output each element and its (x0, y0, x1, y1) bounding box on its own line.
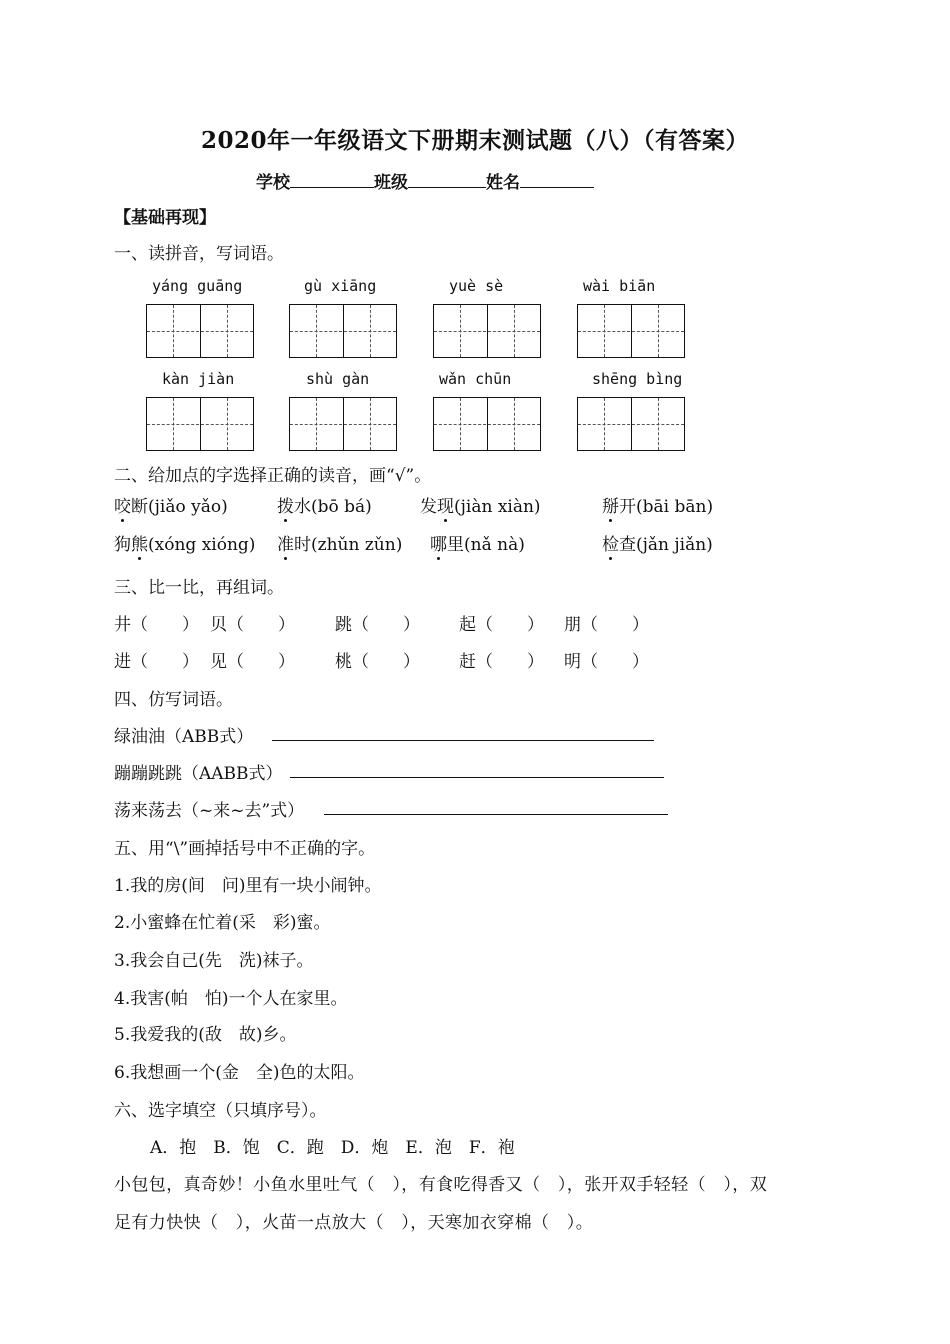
reading-choice[interactable]: 拨水(bō bá) (277, 492, 372, 517)
pinyin: shù gàn (306, 370, 370, 388)
writing-grid[interactable] (289, 304, 397, 358)
dotted-char: 准 (277, 530, 294, 555)
q4-heading: 四、仿写词语。 (114, 690, 233, 710)
sentence-item[interactable]: 4.我害(帕 怕)一个人在家里。 (114, 989, 348, 1009)
fill-text[interactable]: 足有力快快（ ），火苗一点放大（ ），天寒加衣穿棉（ ）。 (114, 1213, 594, 1233)
answer-line[interactable] (272, 740, 654, 741)
page-title: 2020年一年级语文下册期末测试题（八）（有答案） (200, 127, 749, 154)
dotted-char: 熊 (131, 530, 148, 555)
pinyin: yuè sè (449, 277, 504, 295)
dotted-char: 哪 (430, 530, 447, 555)
reading-choice[interactable]: 发现(jiàn xiàn) (420, 492, 541, 517)
answer-line[interactable] (290, 777, 664, 778)
dotted-char: 拨 (277, 492, 294, 517)
name-label: 姓名 (486, 173, 520, 193)
pinyin: shēng bìng (592, 370, 683, 388)
writing-grid[interactable] (146, 397, 254, 451)
reading-choice[interactable]: 准时(zhǔn zǔn) (277, 530, 402, 555)
student-info (256, 168, 594, 193)
compare-item[interactable]: 朋（ ） (564, 615, 649, 635)
reading-choice[interactable]: 检查(jǎn jiǎn) (602, 530, 713, 555)
school-field[interactable] (290, 171, 374, 188)
compare-item[interactable]: 井（ ） (114, 615, 199, 635)
options-list: A．抱 B．饱 C．跑 D．炮 E．泡 F．袍 (150, 1138, 515, 1158)
school-label: 学校 (256, 173, 290, 193)
writing-grid[interactable] (433, 397, 541, 451)
q1-heading: 一、读拼音，写词语。 (114, 244, 284, 264)
writing-grid[interactable] (146, 304, 254, 358)
writing-grid[interactable] (289, 397, 397, 451)
sentence-item[interactable]: 6.我想画一个(金 全)色的太阳。 (114, 1063, 365, 1083)
pinyin: wài biān (583, 277, 656, 295)
q5-heading: 五、用“\”画掉括号中不正确的字。 (114, 839, 376, 859)
class-field[interactable] (408, 171, 486, 188)
name-field[interactable] (520, 171, 594, 188)
class-label: 班级 (374, 173, 408, 193)
dotted-char: 掰 (602, 492, 619, 517)
sentence-item[interactable]: 3.我会自己(先 洗)袜子。 (114, 951, 314, 971)
sentence-item[interactable]: 2.小蜜蜂在忙着(采 彩)蜜。 (114, 913, 331, 933)
fill-text[interactable]: 小包包，真奇妙！小鱼水里吐气（ ），有食吃得香又（ ），张开双手轻轻（ ），双 (114, 1175, 768, 1195)
compare-item[interactable]: 见（ ） (210, 652, 295, 672)
compare-item[interactable]: 桃（ ） (335, 652, 420, 672)
reading-choice[interactable]: 哪里(nǎ nà) (430, 530, 525, 555)
pinyin: kàn jiàn (162, 370, 235, 388)
q2-heading: 二、给加点的字选择正确的读音，画“√”。 (114, 466, 432, 486)
q3-heading: 三、比一比，再组词。 (114, 578, 284, 598)
reading-choice[interactable]: 咬断(jiǎo yǎo) (114, 492, 228, 517)
writing-grid[interactable] (433, 304, 541, 358)
imitate-label: 荡来荡去（~来~去”式） (114, 801, 305, 821)
compare-item[interactable]: 跳（ ） (335, 615, 420, 635)
answer-line[interactable] (324, 814, 668, 815)
q6-heading: 六、选字填空（只填序号）。 (114, 1101, 327, 1121)
reading-choice[interactable]: 掰开(bāi bān) (602, 492, 713, 517)
pinyin: gù xiāng (304, 277, 377, 295)
sentence-item[interactable]: 1.我的房(间 问)里有一块小闹钟。 (114, 876, 382, 896)
reading-choice[interactable]: 狗熊(xóng xióng) (114, 530, 255, 555)
compare-item[interactable]: 明（ ） (564, 652, 649, 672)
compare-item[interactable]: 赶（ ） (459, 652, 544, 672)
dotted-char: 现 (437, 492, 454, 517)
compare-item[interactable]: 贝（ ） (210, 615, 295, 635)
compare-item[interactable]: 进（ ） (114, 652, 199, 672)
compare-item[interactable]: 起（ ） (459, 615, 544, 635)
sentence-item[interactable]: 5.我爱我的(敌 故)乡。 (114, 1025, 297, 1045)
pinyin: yáng guāng (152, 277, 243, 295)
imitate-label: 绿油油（ABB式） (114, 727, 254, 747)
dotted-char: 检 (602, 530, 619, 555)
dotted-char: 咬 (114, 492, 131, 517)
section-heading: 【基础再现】 (114, 208, 216, 228)
imitate-label: 蹦蹦跳跳（AABB式） (114, 764, 283, 784)
pinyin: wǎn chūn (439, 370, 512, 388)
writing-grid[interactable] (577, 397, 685, 451)
writing-grid[interactable] (577, 304, 685, 358)
